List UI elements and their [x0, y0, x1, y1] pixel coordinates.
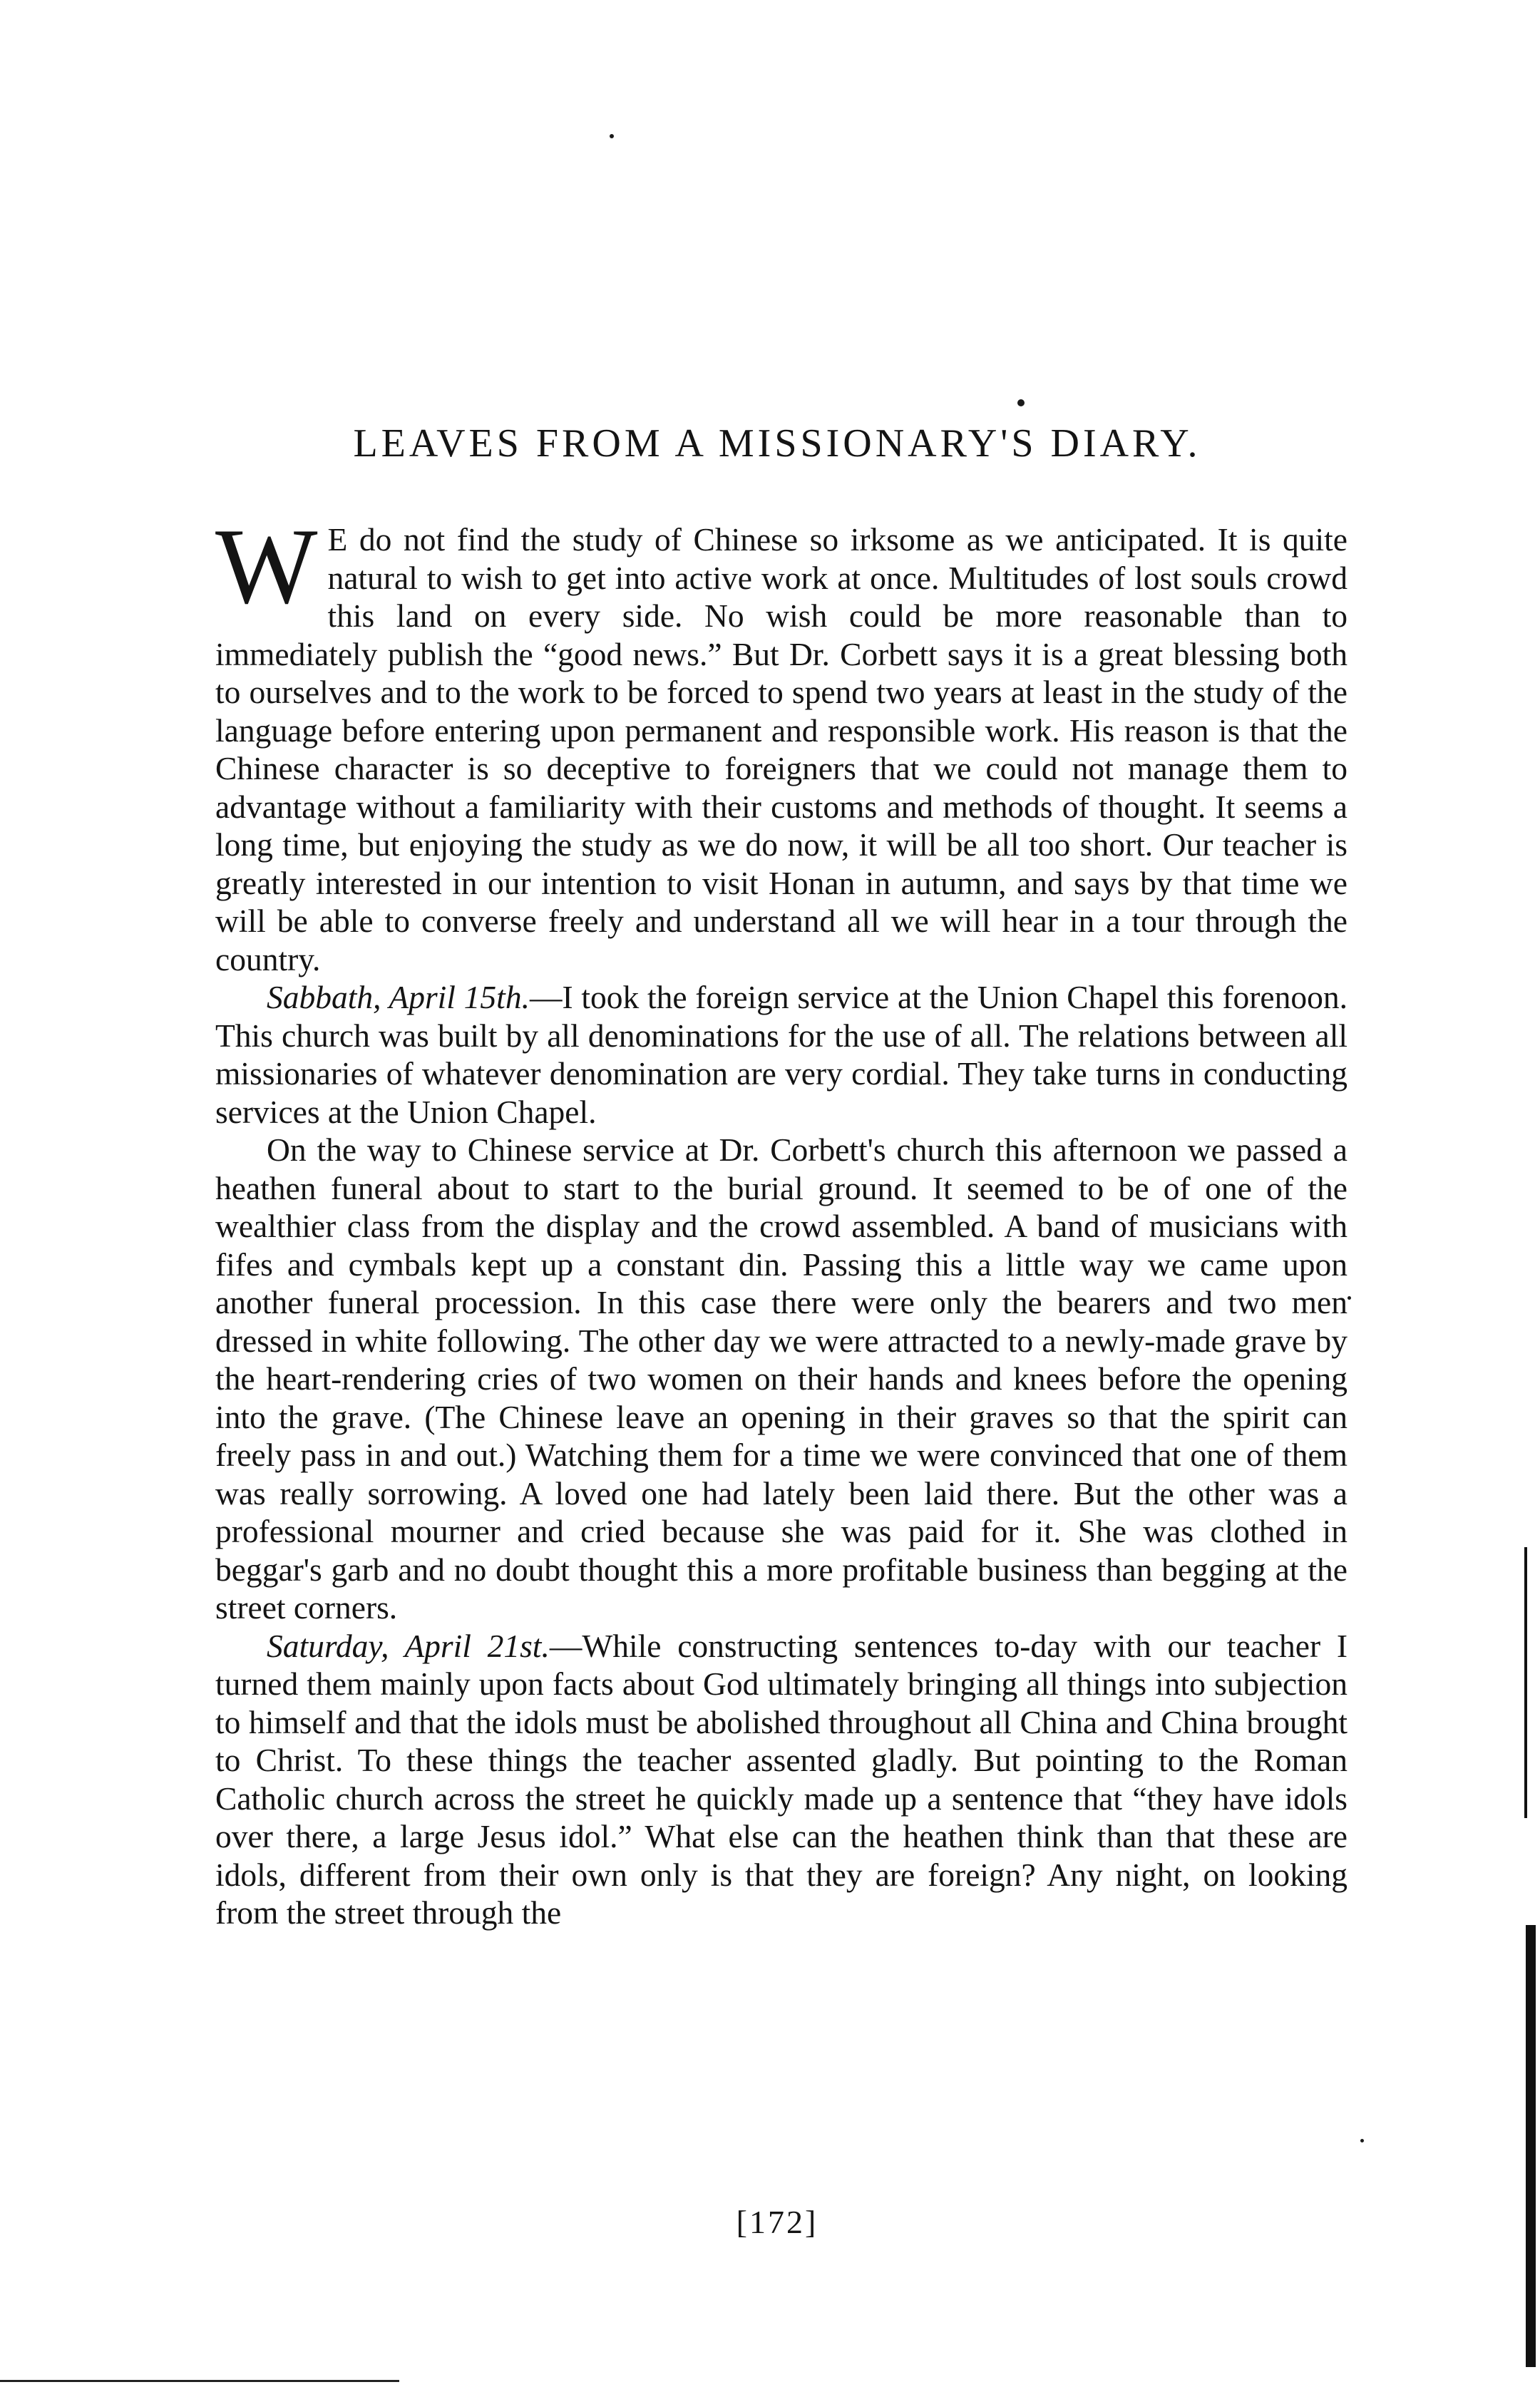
drop-cap: W: [215, 506, 318, 626]
paragraph-2: [215, 978, 1348, 1131]
paragraph-1: [215, 506, 1348, 978]
body-text: [215, 506, 1348, 1932]
paragraph-3: [215, 1131, 1348, 1627]
paragraph-text: —While constructing sentences to-day with our teacher I turned them mainly upon facts about God ultimately bringing all things into subjection to himself and that the idols must be abolished throughout all China and China brought to Christ. To these things the teacher assented gladly. But pointing to the Roman Catholic church across the street he quickly made up a sentence that “they have idols over there, a large Jesus idol.” What else can the heathen think than that these are idols, different from their own only is that they are foreign? Any night, on looking from the street through the: [215, 1627, 1348, 1931]
print-speck: [1360, 2139, 1364, 2142]
dateline: Sabbath, April 15th.: [267, 979, 530, 1015]
dateline: Saturday, April 21st.: [267, 1627, 550, 1664]
scan-edge-rule: [0, 2380, 399, 2382]
scan-edge-shadow: [1526, 1925, 1536, 2367]
scan-edge-shadow: [1524, 1547, 1527, 1818]
paragraph-text: E do not find the study of Chinese so irksome as we anticipated. It is quite natural to wish to get into active work at once. Multitudes of lost souls crowd this land on every side. No wish could be more reasonable than to immediately publish the “good news.” But Dr. Corbett says it is a great blessing both to ourselves and to the work to be forced to spend two years at least in the study of the language before entering upon permanent and responsible work. His reason is that the Chinese character is so deceptive to foreigners that we could not manage them to advantage without a familiarity with their customs and methods of thought. It seems a long time, but enjoying the study as we do now, it will be all too short. Our teacher is greatly interested in our intention to visit Honan in autumn, and says by that time we will be able to converse freely and understand all we will hear in a tour through the country.: [215, 521, 1348, 977]
print-speck: [1348, 1296, 1351, 1300]
page-title: LEAVES FROM A MISSIONARY'S DIARY.: [353, 421, 1201, 466]
page-number: [172]: [736, 2204, 818, 2240]
paragraph-4: [215, 1627, 1348, 1932]
print-speck: [610, 134, 614, 138]
paragraph-text: On the way to Chinese service at Dr. Corbett's church this afternoon we passed a heathen funeral about to start to the burial ground. It seemed to be of one of the wealthier class from the display and the crowd assembled. A band of musicians with fifes and cymbals kept up a constant din. Passing this a little way we came upon another funeral procession. In this case there were only the bearers and two men dressed in white following. The other day we were attracted to a newly-made grave by the heart-rendering cries of two women on their hands and knees before the opening into the grave. (The Chinese leave an opening in their graves so that the spirit can freely pass in and out.) Watching them for a time we were convinced that one of them was really sorrowing. A loved one had lately been laid there. But the other was a professional mourner and cried because she was paid for it. She was clothed in beggar's garb and no doubt thought this a more profitable business than begging at the street corners.: [215, 1131, 1348, 1626]
paragraph-text: —I took the foreign service at the Union Chapel this forenoon. This church was built by all denominations for the use of all. The relations between all missionaries of whatever denomination are very cordial. They take turns in conducting services at the Union Chapel.: [215, 979, 1348, 1130]
print-speck: [1017, 399, 1025, 406]
